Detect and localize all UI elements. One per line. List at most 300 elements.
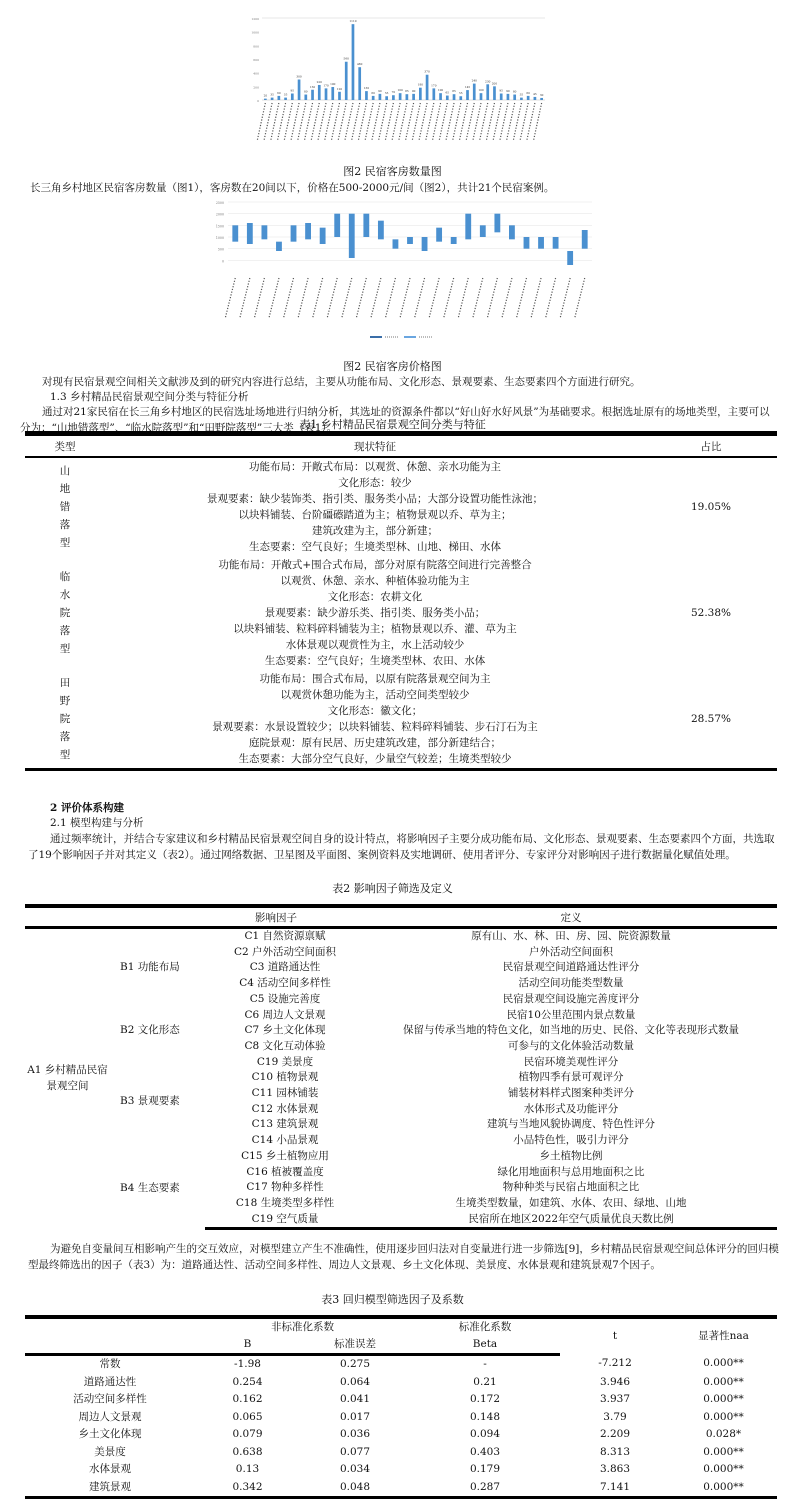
- x-tick-label: [271, 103, 279, 140]
- table-row: [25, 1461, 777, 1479]
- table-influence-factors: [25, 904, 777, 1230]
- range-bar: [451, 237, 457, 244]
- definition-cell: 活动空间功能类型数量: [518, 977, 624, 990]
- paragraph-stepwise-regression: 为避免自变量间互相影响产生的交互效应，对模型建立产生不准确性，使用逐步回归法对自变量进行进一步筛选[9]，乡村精品民宿景观空间总体评分的回归模型最终筛选出的因子（表3）为：道路通达性、活动空间多样性、周边人文景观、乡土文化体现、美景度、水体景观和建筑景观7个因子。: [28, 1243, 779, 1271]
- table-cell: 0.041: [339, 1393, 371, 1405]
- feature-line: 水体景观以观赏性为主，水上活动较少: [285, 639, 465, 651]
- x-tick-label: [352, 103, 360, 140]
- level-a-cell: A1 乡村精品民宿景观空间: [27, 1064, 108, 1092]
- bar: [291, 94, 294, 100]
- definition-cell: 民宿景观空间道路通达性评分: [502, 961, 640, 974]
- definition-cell: 生境类型数量，如建筑、水体、农田、绿地、山地: [455, 1196, 687, 1209]
- y-tick-label: 0: [221, 259, 224, 264]
- range-bar: [232, 225, 238, 241]
- table-cell: 7.141: [560, 1479, 670, 1498]
- factor-cell: C11 园林铺装: [251, 1087, 319, 1100]
- table-row: [25, 1444, 777, 1462]
- type-char: 型: [59, 537, 71, 549]
- table-cell: 美景度: [94, 1445, 126, 1458]
- bar: [277, 96, 280, 100]
- type-char: 型: [59, 749, 71, 761]
- data-label: 45: [533, 91, 537, 96]
- bar: [527, 96, 530, 100]
- y-tick-label: 200: [253, 85, 259, 90]
- definition-cell: 民宿景观空间设施完善度评分: [502, 992, 640, 1005]
- col-header-standardized: 标准化系数: [410, 1317, 560, 1336]
- bar: [540, 98, 543, 100]
- data-label: 95: [290, 88, 295, 93]
- ratio-cell: 52.38%: [690, 607, 732, 619]
- table-cell: 0.000**: [703, 1410, 744, 1423]
- type-char: 临: [59, 571, 71, 583]
- definition-cell: 建筑与当地风貌协调度、特色性评分: [487, 1118, 655, 1131]
- definition-cell: 物种种类与民宿占地面积之比: [502, 1181, 640, 1194]
- col-header-features: 现状特征: [105, 434, 645, 458]
- x-tick-label: [338, 103, 346, 140]
- paragraph-research-summary: 对现有民宿景观空间相关文献涉及到的研究内容进行总结，主要从功能布局、文化形态、景观要素、生态要素四个方面进行研究。: [42, 376, 641, 388]
- feature-line: 文化形态：徽文化；: [327, 705, 423, 717]
- bar: [520, 98, 523, 100]
- table-cell: 0.21: [473, 1375, 497, 1388]
- bar: [298, 80, 301, 101]
- bar: [338, 92, 341, 100]
- section-heading-1-3: 1.3 乡村精品民宿景观空间分类与特征分析: [50, 391, 249, 403]
- table-cell: 0.094: [469, 1428, 501, 1440]
- x-tick-label: [345, 103, 353, 140]
- col-header-t: t: [560, 1317, 670, 1355]
- table-cell: 周边人文景观: [78, 1410, 142, 1423]
- x-tick-label: [412, 103, 420, 140]
- x-tick-label: [298, 103, 306, 140]
- range-bar: [349, 214, 355, 258]
- range-bar: [407, 237, 413, 244]
- data-label: 35: [270, 92, 274, 97]
- definition-cell: 小品特色性，吸引力评分: [513, 1134, 629, 1147]
- y-tick-label: 1500: [215, 224, 224, 229]
- bar: [500, 94, 503, 100]
- col-header-significance: 显著性naa: [670, 1317, 777, 1355]
- data-label: 100: [437, 88, 444, 93]
- table1-caption: 表1 乡村精品民宿景观空间分类与特征: [299, 418, 486, 431]
- x-tick-label: [513, 103, 521, 140]
- table3-caption: 表3 回归模型筛选因子及系数: [321, 1293, 464, 1306]
- table-cell: 0.13: [235, 1463, 260, 1475]
- factor-cell: C2 户外活动空间面积: [233, 945, 337, 958]
- table-cell: 0.287: [410, 1479, 560, 1498]
- col-header-unstandardized: 非标准化系数: [195, 1317, 410, 1336]
- x-tick-label: [516, 278, 526, 318]
- data-label: 100: [397, 88, 403, 93]
- bar: [513, 95, 516, 100]
- y-tick-label: 1200: [251, 17, 259, 21]
- col-header-factor: 影响因子: [205, 906, 365, 928]
- factor-cell: C19 美景度: [256, 1055, 314, 1068]
- range-bar: [393, 239, 399, 248]
- x-tick-label: [502, 278, 512, 318]
- table-cell: 0.638: [232, 1445, 263, 1458]
- feature-line: 景观要素：水景设置较少；以块料铺装、粒料碎料铺装、步石汀石为主: [212, 721, 538, 733]
- bar: [493, 86, 496, 100]
- bar: [365, 91, 368, 100]
- col-header-b: B: [195, 1336, 300, 1355]
- y-tick-label: 1000: [215, 236, 224, 240]
- table-cell: 0.048: [300, 1479, 410, 1498]
- y-tick-label: 400: [253, 71, 259, 76]
- data-label: 60: [277, 90, 281, 95]
- table-cell: 0.000**: [703, 1463, 744, 1475]
- feature-line: 文化形态：较少: [338, 477, 412, 489]
- feature-line: 生态要素：空气良好；生境类型林、农田、水体: [264, 655, 486, 667]
- definition-cell: 民宿环境美观性评分: [523, 1055, 619, 1068]
- x-tick-label: [546, 278, 556, 318]
- feature-cell: [105, 670, 645, 770]
- table-row: [25, 1374, 777, 1392]
- table-cell: 0.179: [469, 1463, 501, 1475]
- data-label: 130: [363, 86, 370, 91]
- data-label: 85: [405, 89, 409, 94]
- definition-cell: 原有山、水、林、田、房、园、院资源数量: [471, 930, 671, 942]
- bar: [284, 98, 287, 100]
- x-tick-label: [392, 103, 400, 140]
- bar: [406, 94, 409, 100]
- x-tick-label: [254, 278, 264, 318]
- legend-swatch: [370, 336, 382, 338]
- section-heading-2-1: 2.1 模型构建与分析: [50, 817, 144, 829]
- table-cell: 0.028*: [705, 1428, 742, 1440]
- definition-cell: 民宿所在地区2022年空气质量优良天数比例: [365, 1212, 777, 1229]
- data-label: 220: [316, 79, 322, 84]
- legend-swatch: [404, 336, 416, 338]
- bar: [399, 93, 402, 100]
- table-cell: 活动空间多样性: [73, 1393, 147, 1405]
- x-tick-label: [575, 278, 585, 318]
- table-cell: 3.79: [603, 1410, 627, 1423]
- range-bar: [320, 228, 326, 244]
- y-tick-label: 2000: [215, 212, 224, 217]
- table-cell: 0.000**: [703, 1393, 744, 1405]
- feature-cell: [105, 556, 645, 670]
- x-tick-label: [406, 103, 414, 140]
- table-row: [25, 670, 777, 770]
- feature-line: 以观赏休憩功能为主，活动空间类型较少: [280, 689, 470, 701]
- table-cell: 0.000**: [703, 1357, 744, 1370]
- x-tick-label: [486, 103, 494, 140]
- data-label: 90: [506, 88, 510, 93]
- x-tick-label: [257, 103, 265, 140]
- range-bar: [553, 237, 559, 249]
- table-cell: -: [483, 1358, 487, 1370]
- x-tick-label: [520, 103, 528, 140]
- table-cell: 3.946: [599, 1375, 631, 1388]
- x-tick-label: [429, 278, 439, 318]
- x-tick-label: [284, 278, 294, 318]
- bar: [426, 75, 429, 100]
- x-tick-label: [446, 103, 454, 140]
- y-tick-label: 2500: [215, 201, 224, 205]
- table-cell: 0.000**: [703, 1445, 744, 1458]
- bar: [507, 94, 510, 100]
- figure-caption-prices: 图2 民宿客房价格图: [343, 360, 442, 373]
- table-cell: 0.077: [339, 1445, 371, 1458]
- type-char: 山: [59, 465, 71, 477]
- range-bar: [276, 242, 282, 251]
- data-label: 300: [296, 74, 302, 79]
- table-cell: 0.017: [339, 1410, 371, 1423]
- table-cell: 0.036: [339, 1428, 371, 1440]
- definition-cell: 乡土植物比例: [539, 1149, 603, 1162]
- col-header-std-error: 标准误差: [300, 1336, 410, 1355]
- range-bar: [334, 214, 340, 237]
- feature-line: 以块料铺装、台阶礓礤踏道为主；植物景观以乔、草为主；: [238, 509, 512, 521]
- type-char: 野: [59, 695, 71, 707]
- table-cell: 0.254: [232, 1375, 263, 1388]
- table-cell: 0.172: [469, 1393, 501, 1405]
- bar: [352, 24, 355, 100]
- table-cell: -7.212: [598, 1357, 632, 1370]
- table-cell: -1.98: [234, 1358, 261, 1370]
- type-cell: [25, 457, 105, 556]
- room-price-chart: [0, 196, 785, 356]
- feature-cell: [105, 457, 645, 556]
- data-label: 55: [384, 91, 389, 96]
- feature-line: 生态要素：空气良好；生境类型林、山地、梯田、水体: [249, 541, 501, 553]
- data-label: 65: [445, 90, 450, 95]
- data-label: 80: [512, 89, 517, 94]
- x-tick-label: [313, 278, 323, 318]
- table-cell: 0.034: [339, 1463, 371, 1475]
- table-cell: 常数: [99, 1358, 121, 1370]
- bar: [372, 96, 375, 100]
- definition-cell: 民宿10公里范围内景点数量: [506, 1008, 636, 1021]
- level-b-cell: B2 文化形态: [120, 1024, 180, 1037]
- factor-cell: C8 文化互动体验: [244, 1039, 326, 1052]
- feature-line: 以块料铺装、粒料碎料铺装为主；植物景观以乔、灌、草为主: [233, 623, 517, 635]
- x-tick-label: [291, 103, 299, 140]
- data-label: 85: [452, 89, 456, 94]
- bar: [473, 84, 476, 100]
- data-label: 145: [464, 85, 471, 90]
- type-char: 地: [59, 483, 71, 495]
- definition-cell: 保留与传承当地的特色文化，如当地的历史、民俗、文化等表现形式数量: [403, 1024, 739, 1037]
- data-label: 240: [471, 78, 477, 83]
- range-bar: [363, 214, 369, 237]
- feature-line: 文化形态：农耕文化: [327, 591, 423, 603]
- table-row: [25, 1008, 777, 1024]
- bar: [480, 93, 483, 100]
- bar: [534, 97, 537, 100]
- data-label: 60: [371, 90, 375, 95]
- x-tick-label: [372, 103, 380, 140]
- x-tick-label: [284, 103, 292, 140]
- data-label: 1110: [349, 19, 357, 24]
- table-row: [25, 1055, 777, 1071]
- factor-cell: C18 生境类型多样性: [235, 1196, 335, 1209]
- x-tick-label: [269, 278, 279, 318]
- type-cell: [25, 670, 105, 770]
- bar: [318, 85, 321, 100]
- factor-cell: C5 设施完善度: [249, 992, 321, 1005]
- data-label: 180: [417, 82, 424, 87]
- table-cell: 0.079: [232, 1428, 263, 1440]
- type-char: 院: [59, 607, 71, 619]
- definition-cell: 水体形式及功能评分: [523, 1102, 619, 1115]
- x-tick-label: [385, 103, 393, 140]
- table-row: [25, 1391, 777, 1409]
- x-tick-label: [527, 103, 535, 140]
- feature-line: 景观要素：缺少游乐类、指引类、服务类小品；: [264, 607, 486, 619]
- bar: [439, 93, 442, 100]
- x-tick-label: [342, 278, 352, 318]
- table-cell: 0.162: [232, 1393, 263, 1405]
- table-row: [25, 1426, 777, 1444]
- bar: [325, 88, 328, 100]
- table-cell: 8.313: [599, 1445, 631, 1458]
- x-tick-label: [534, 103, 542, 140]
- range-bar: [422, 237, 428, 251]
- factor-cell: C17 物种多样性: [246, 1181, 324, 1194]
- data-label: 60: [526, 90, 530, 95]
- data-label: 150: [309, 84, 316, 89]
- table-row: [25, 1409, 777, 1427]
- table-cell: 0.064: [339, 1375, 371, 1388]
- x-tick-label: [500, 103, 508, 140]
- data-label: 30: [539, 92, 544, 97]
- range-bar: [291, 225, 297, 241]
- bar: [486, 84, 489, 100]
- feature-line: 以观赏、休憩、亲水、种植体验功能为主: [280, 575, 470, 587]
- x-tick-label: [560, 278, 570, 318]
- type-char: 水: [59, 589, 71, 601]
- type-char: 田: [59, 677, 71, 689]
- bar: [331, 87, 334, 100]
- x-tick-label: [225, 278, 235, 318]
- x-tick-label: [487, 278, 497, 318]
- x-tick-label: [331, 103, 339, 140]
- x-tick-label: [327, 278, 337, 318]
- data-label: 480: [357, 62, 363, 67]
- x-tick-label: [458, 278, 468, 318]
- x-tick-label: [399, 103, 407, 140]
- definition-cell: 可参与的文化体验活动数量: [508, 1039, 634, 1052]
- x-tick-label: [480, 103, 488, 140]
- range-bar: [436, 228, 442, 242]
- definition-cell: 绿化用地面积与总用地面积之比: [497, 1165, 645, 1178]
- table-cell: 0.000**: [670, 1479, 777, 1498]
- x-tick-label: [531, 278, 541, 318]
- x-tick-label: [433, 103, 441, 140]
- factor-cell: C1 自然资源禀赋: [244, 930, 326, 942]
- factor-cell: C4 活动空间多样性: [239, 977, 331, 990]
- factor-cell: C12 水体景观: [251, 1102, 319, 1115]
- table-row: [25, 1355, 777, 1374]
- bar: [358, 67, 361, 100]
- data-label: 170: [323, 83, 329, 88]
- data-label: 70: [391, 90, 396, 95]
- data-label: 90: [411, 88, 416, 93]
- range-bar: [494, 214, 500, 233]
- bar: [466, 90, 469, 100]
- x-tick-label: [439, 103, 447, 140]
- table-cell: 3.863: [599, 1463, 631, 1475]
- x-tick-label: [371, 278, 381, 318]
- feature-line: 庭院景观：原有民居、历史建筑改建，部分新建结合；: [249, 737, 501, 749]
- x-tick-label: [400, 278, 410, 318]
- figure-caption-rooms: 图2 民宿客房数量图: [343, 165, 442, 178]
- data-label: 120: [336, 86, 343, 91]
- table-cell: 水体景观: [89, 1463, 131, 1475]
- range-bar: [261, 225, 267, 239]
- y-tick-label: 500: [217, 247, 224, 252]
- data-label: 100: [478, 88, 484, 93]
- ratio-cell: 28.57%: [645, 670, 777, 770]
- data-label: 80: [304, 89, 308, 94]
- type-char: 落: [59, 625, 71, 637]
- table-row: [25, 928, 777, 945]
- x-tick-label: [298, 278, 308, 318]
- factor-cell: C15 乡土植物应用: [241, 1149, 329, 1162]
- room-count-chart: [0, 0, 785, 160]
- table-cell: 2.209: [599, 1428, 631, 1440]
- table-cell: 0.148: [469, 1410, 501, 1423]
- x-tick-label: [444, 278, 454, 318]
- bar: [385, 96, 388, 100]
- bar: [264, 99, 267, 100]
- range-bar: [538, 237, 544, 249]
- y-tick-label: 0: [257, 99, 259, 103]
- x-tick-label: [453, 103, 461, 140]
- feature-line: 功能布局：开敞式布局：以观赏、休憩、亲水功能为主: [249, 461, 501, 473]
- data-label: 170: [431, 83, 437, 88]
- type-char: 落: [59, 731, 71, 743]
- data-label: 200: [491, 81, 498, 86]
- factor-cell: C3 道路通达性: [249, 961, 321, 974]
- data-label: 230: [485, 79, 491, 84]
- x-tick-label: [460, 103, 468, 140]
- data-label: 35: [283, 92, 288, 97]
- ratio-cell: 19.05%: [690, 501, 732, 513]
- level-b-cell: B1 功能布局: [120, 961, 180, 974]
- x-tick-label: [356, 278, 366, 318]
- x-tick-label: [473, 103, 481, 140]
- x-tick-label: [365, 103, 373, 140]
- table-cell: 乡土文化体现: [78, 1428, 142, 1440]
- x-tick-label: [325, 103, 333, 140]
- data-label: 20: [263, 93, 268, 98]
- bar: [379, 94, 382, 100]
- x-tick-label: [278, 103, 286, 140]
- feature-line: 建筑改建为主，部分新建；: [312, 525, 438, 537]
- feature-line: 功能布局：围合式布局，以原有院落景观空间为主: [259, 673, 491, 685]
- table-regression-coefficients: [25, 1315, 777, 1499]
- data-label: 370: [424, 69, 430, 74]
- data-label: 190: [330, 82, 336, 87]
- x-tick-label: [493, 103, 501, 140]
- x-tick-label: [358, 103, 366, 140]
- bar: [459, 96, 462, 100]
- data-label: 90: [378, 88, 382, 93]
- x-tick-label: [379, 103, 387, 140]
- range-bar: [582, 230, 588, 249]
- type-cell: [25, 556, 105, 670]
- bar: [271, 98, 274, 100]
- table-row: [25, 457, 777, 556]
- data-label: 560: [343, 56, 349, 61]
- factor-cell: C19 空气质量: [205, 1212, 365, 1229]
- table-row: [25, 1149, 777, 1165]
- x-tick-label: [426, 103, 434, 140]
- range-bar: [524, 237, 530, 249]
- table-cell: 0.403: [469, 1445, 501, 1458]
